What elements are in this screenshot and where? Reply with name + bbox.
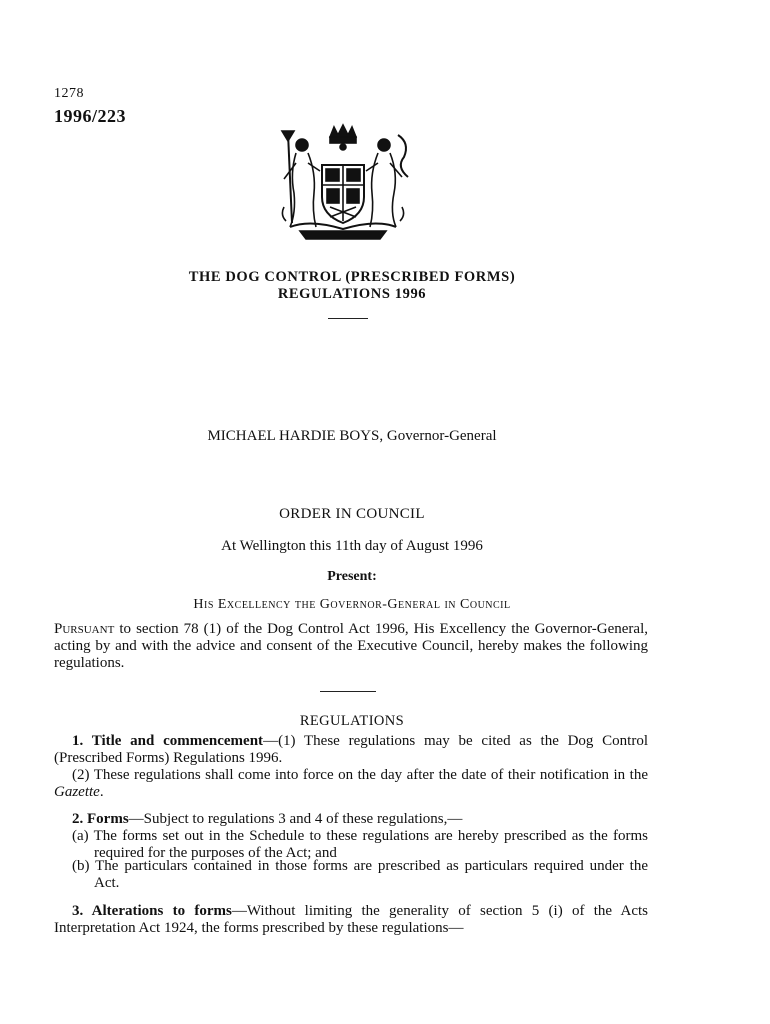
regulation-2-item-a: [54, 828, 648, 862]
regulation-3: [54, 903, 648, 937]
item-a-label: (a): [72, 828, 89, 844]
regulation-2-text: —Subject to regulations 3 and 4 of these regulations,—: [128, 811, 463, 827]
regulation-1: [54, 733, 648, 767]
regulation-3-title: 3. Alterations to forms: [72, 903, 232, 919]
document-title: [54, 269, 650, 303]
excellency-line: His Excellency the Governor-General in Council: [193, 597, 511, 612]
preamble: [54, 621, 648, 672]
present-label: Present:: [327, 569, 377, 584]
item-b-text: The particulars contained in those forms are prescribed as particulars required under the Act.: [94, 858, 648, 891]
regulation-3-text: —Without limiting the generality of section 5 (i) of the Acts Interpretation Act 1924, the forms prescribed by these regulations—: [54, 903, 648, 936]
item-b-label: (b): [72, 858, 90, 874]
divider: [328, 318, 368, 319]
regulation-1-text-2-end: .: [99, 784, 104, 800]
governor-general-line: MICHAEL HARDIE BOYS, Governor-General: [207, 428, 497, 444]
regulation-1-text: —(1) These regulations may be cited as the Dog Control (Prescribed Forms) Regulations 1996.: [54, 733, 649, 766]
place-date: At Wellington this 11th day of August 1996: [221, 538, 483, 554]
item-a-text: The forms set out in the Schedule to these regulations are hereby prescribed as the forms required for the purposes of the Act; and: [93, 828, 648, 861]
regulation-2-item-b: [54, 858, 648, 892]
preamble-lead: Pursuant: [54, 621, 115, 637]
gazette-italic: Gazette: [54, 784, 100, 800]
title-line-1: THE DOG CONTROL (PRESCRIBED FORMS): [188, 269, 516, 285]
regulation-number: 1996/223: [54, 106, 127, 126]
regulation-1-subclause-2: [54, 767, 648, 801]
title-line-2: REGULATIONS 1996: [277, 286, 427, 302]
page-number: 1278: [54, 86, 84, 101]
preamble-text: to section 78 (1) of the Dog Control Act 1996, His Excellency the Governor-General, acting by and with the advice and consent of the Executive Council, hereby makes the following regulations.: [54, 621, 648, 671]
regulation-2-title: 2. Forms: [72, 811, 129, 827]
regulations-heading: REGULATIONS: [299, 713, 405, 729]
coat-of-arms-icon: [270, 123, 416, 241]
regulation-2: [54, 811, 648, 828]
regulation-1-text-2: (2) These regulations shall come into force on the day after the date of their notification in the: [72, 767, 648, 783]
regulation-1-title: 1. Title and commencement: [72, 733, 264, 749]
order-heading: ORDER IN COUNCIL: [279, 506, 425, 522]
divider: [320, 691, 376, 692]
